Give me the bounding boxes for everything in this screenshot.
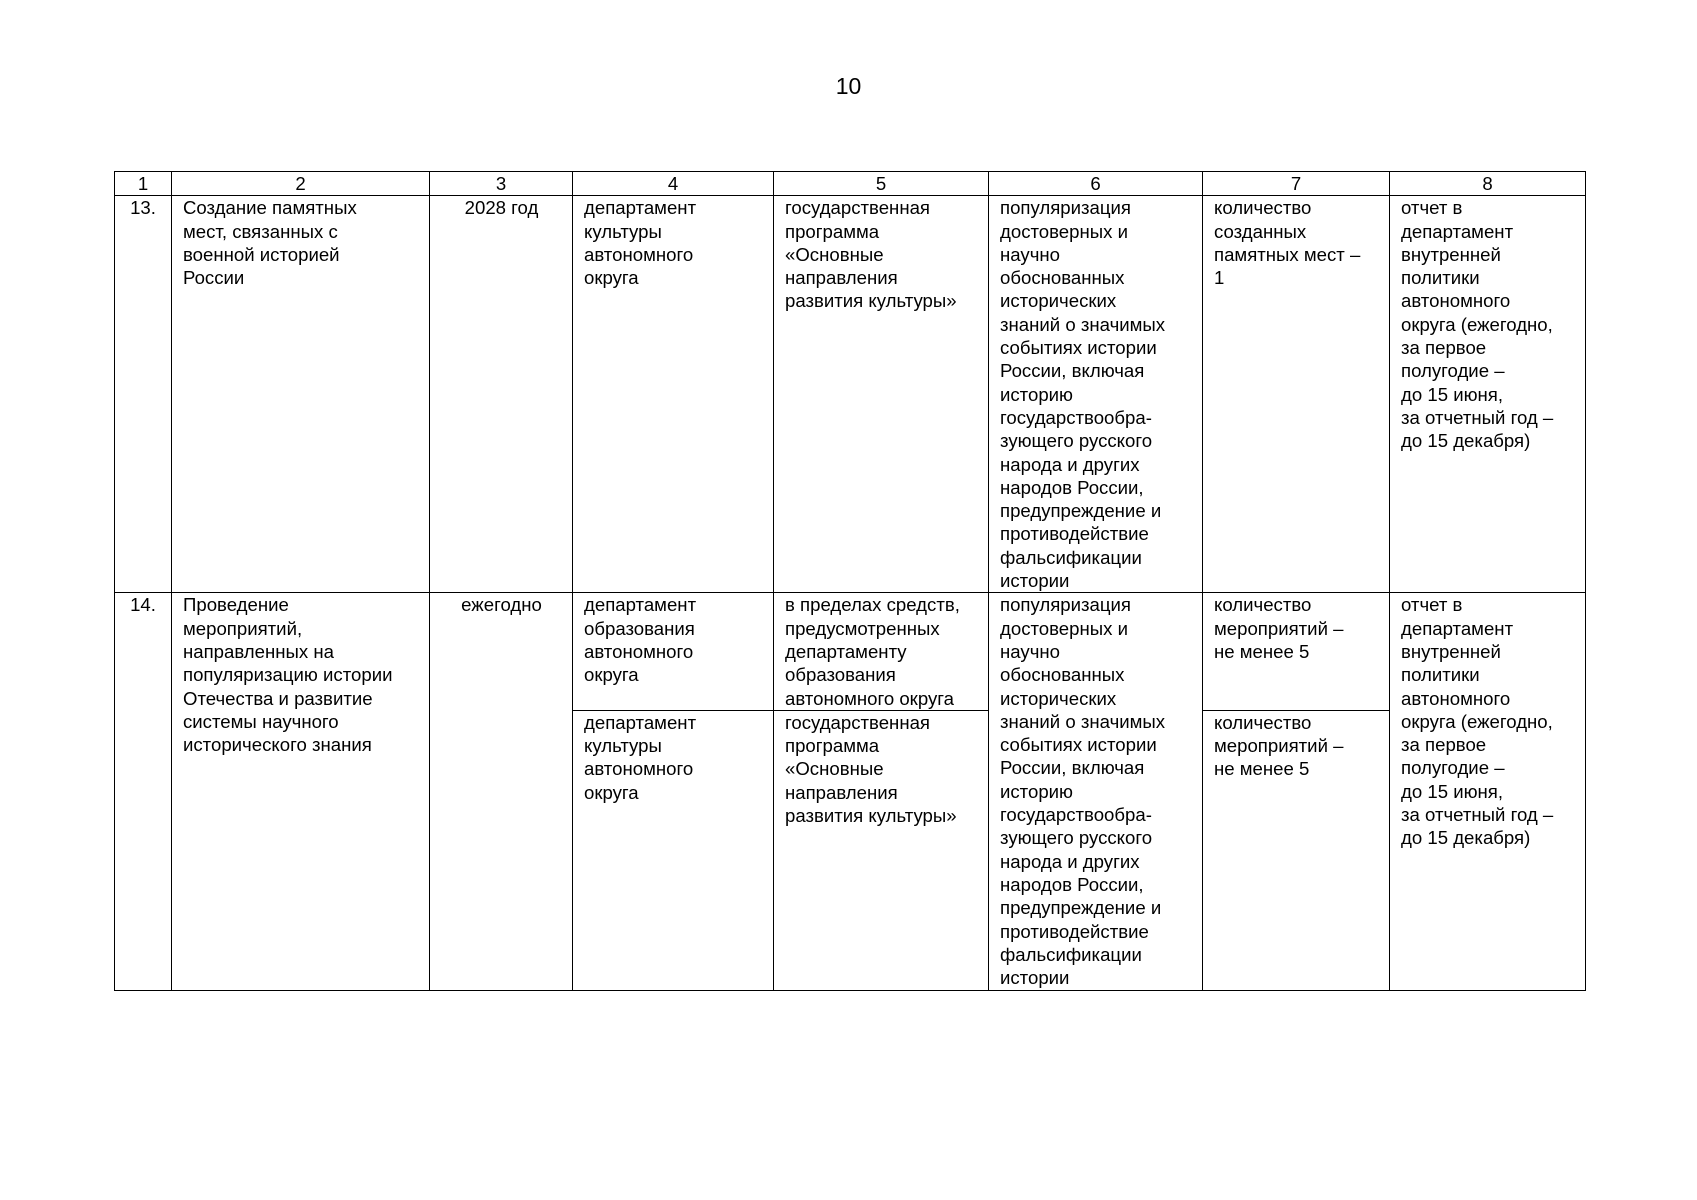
funding-source-education: в пределах средств, предусмотренных департаменту образования автономного округа (774, 593, 989, 710)
table-row-14 (115, 593, 1586, 710)
event-executor-education: департамент образования автономного округа (573, 593, 774, 710)
indicator-education: количество мероприятий – не менее 5 (1203, 593, 1390, 710)
event-executor-culture: департамент культуры автономного округа (573, 710, 774, 990)
report-form: отчет в департамент внутренней политики автономного округа (ежегодно, за первое полугодие – до 15 июня, за отчетный год – до 15 декабря) (1390, 593, 1586, 990)
column-number-4: 4 (573, 172, 774, 196)
column-number-7: 7 (1203, 172, 1390, 196)
row-number: 13. (115, 196, 172, 593)
expected-result: популяризация достоверных и научно обоснованных исторических знаний о значимых событиях истории России, включая историю государствообра- зующего русского народа и других народов России, предупреждение и противодействие фальсификации истории (989, 196, 1203, 593)
funding-source: государственная программа «Основные направления развития культуры» (774, 196, 989, 593)
column-number-1: 1 (115, 172, 172, 196)
funding-source-culture: государственная программа «Основные направления развития культуры» (774, 710, 989, 990)
row-number: 14. (115, 593, 172, 990)
events-table (114, 171, 1586, 991)
event-term: ежегодно (430, 593, 573, 990)
event-name: Создание памятных мест, связанных с военной историей России (172, 196, 430, 593)
table-row-13 (115, 196, 1586, 593)
column-number-8: 8 (1390, 172, 1586, 196)
event-executor: департамент культуры автономного округа (573, 196, 774, 593)
column-number-2: 2 (172, 172, 430, 196)
event-name: Проведение мероприятий, направленных на популяризацию истории Отечества и развитие системы научного исторического знания (172, 593, 430, 990)
indicator-culture: количество мероприятий – не менее 5 (1203, 710, 1390, 990)
expected-result: популяризация достоверных и научно обоснованных исторических знаний о значимых событиях истории России, включая историю государствообра- зующего русского народа и других народов России, предупреждение и противодействие фальсификации истории (989, 593, 1203, 990)
page-number: 10 (835, 73, 862, 99)
event-term: 2028 год (430, 196, 573, 593)
indicator: количество созданных памятных мест – 1 (1203, 196, 1390, 593)
column-number-6: 6 (989, 172, 1203, 196)
column-number-3: 3 (430, 172, 573, 196)
column-number-5: 5 (774, 172, 989, 196)
column-number-row (115, 172, 1586, 196)
report-form: отчет в департамент внутренней политики автономного округа (ежегодно, за первое полугодие – до 15 июня, за отчетный год – до 15 декабря) (1390, 196, 1586, 593)
